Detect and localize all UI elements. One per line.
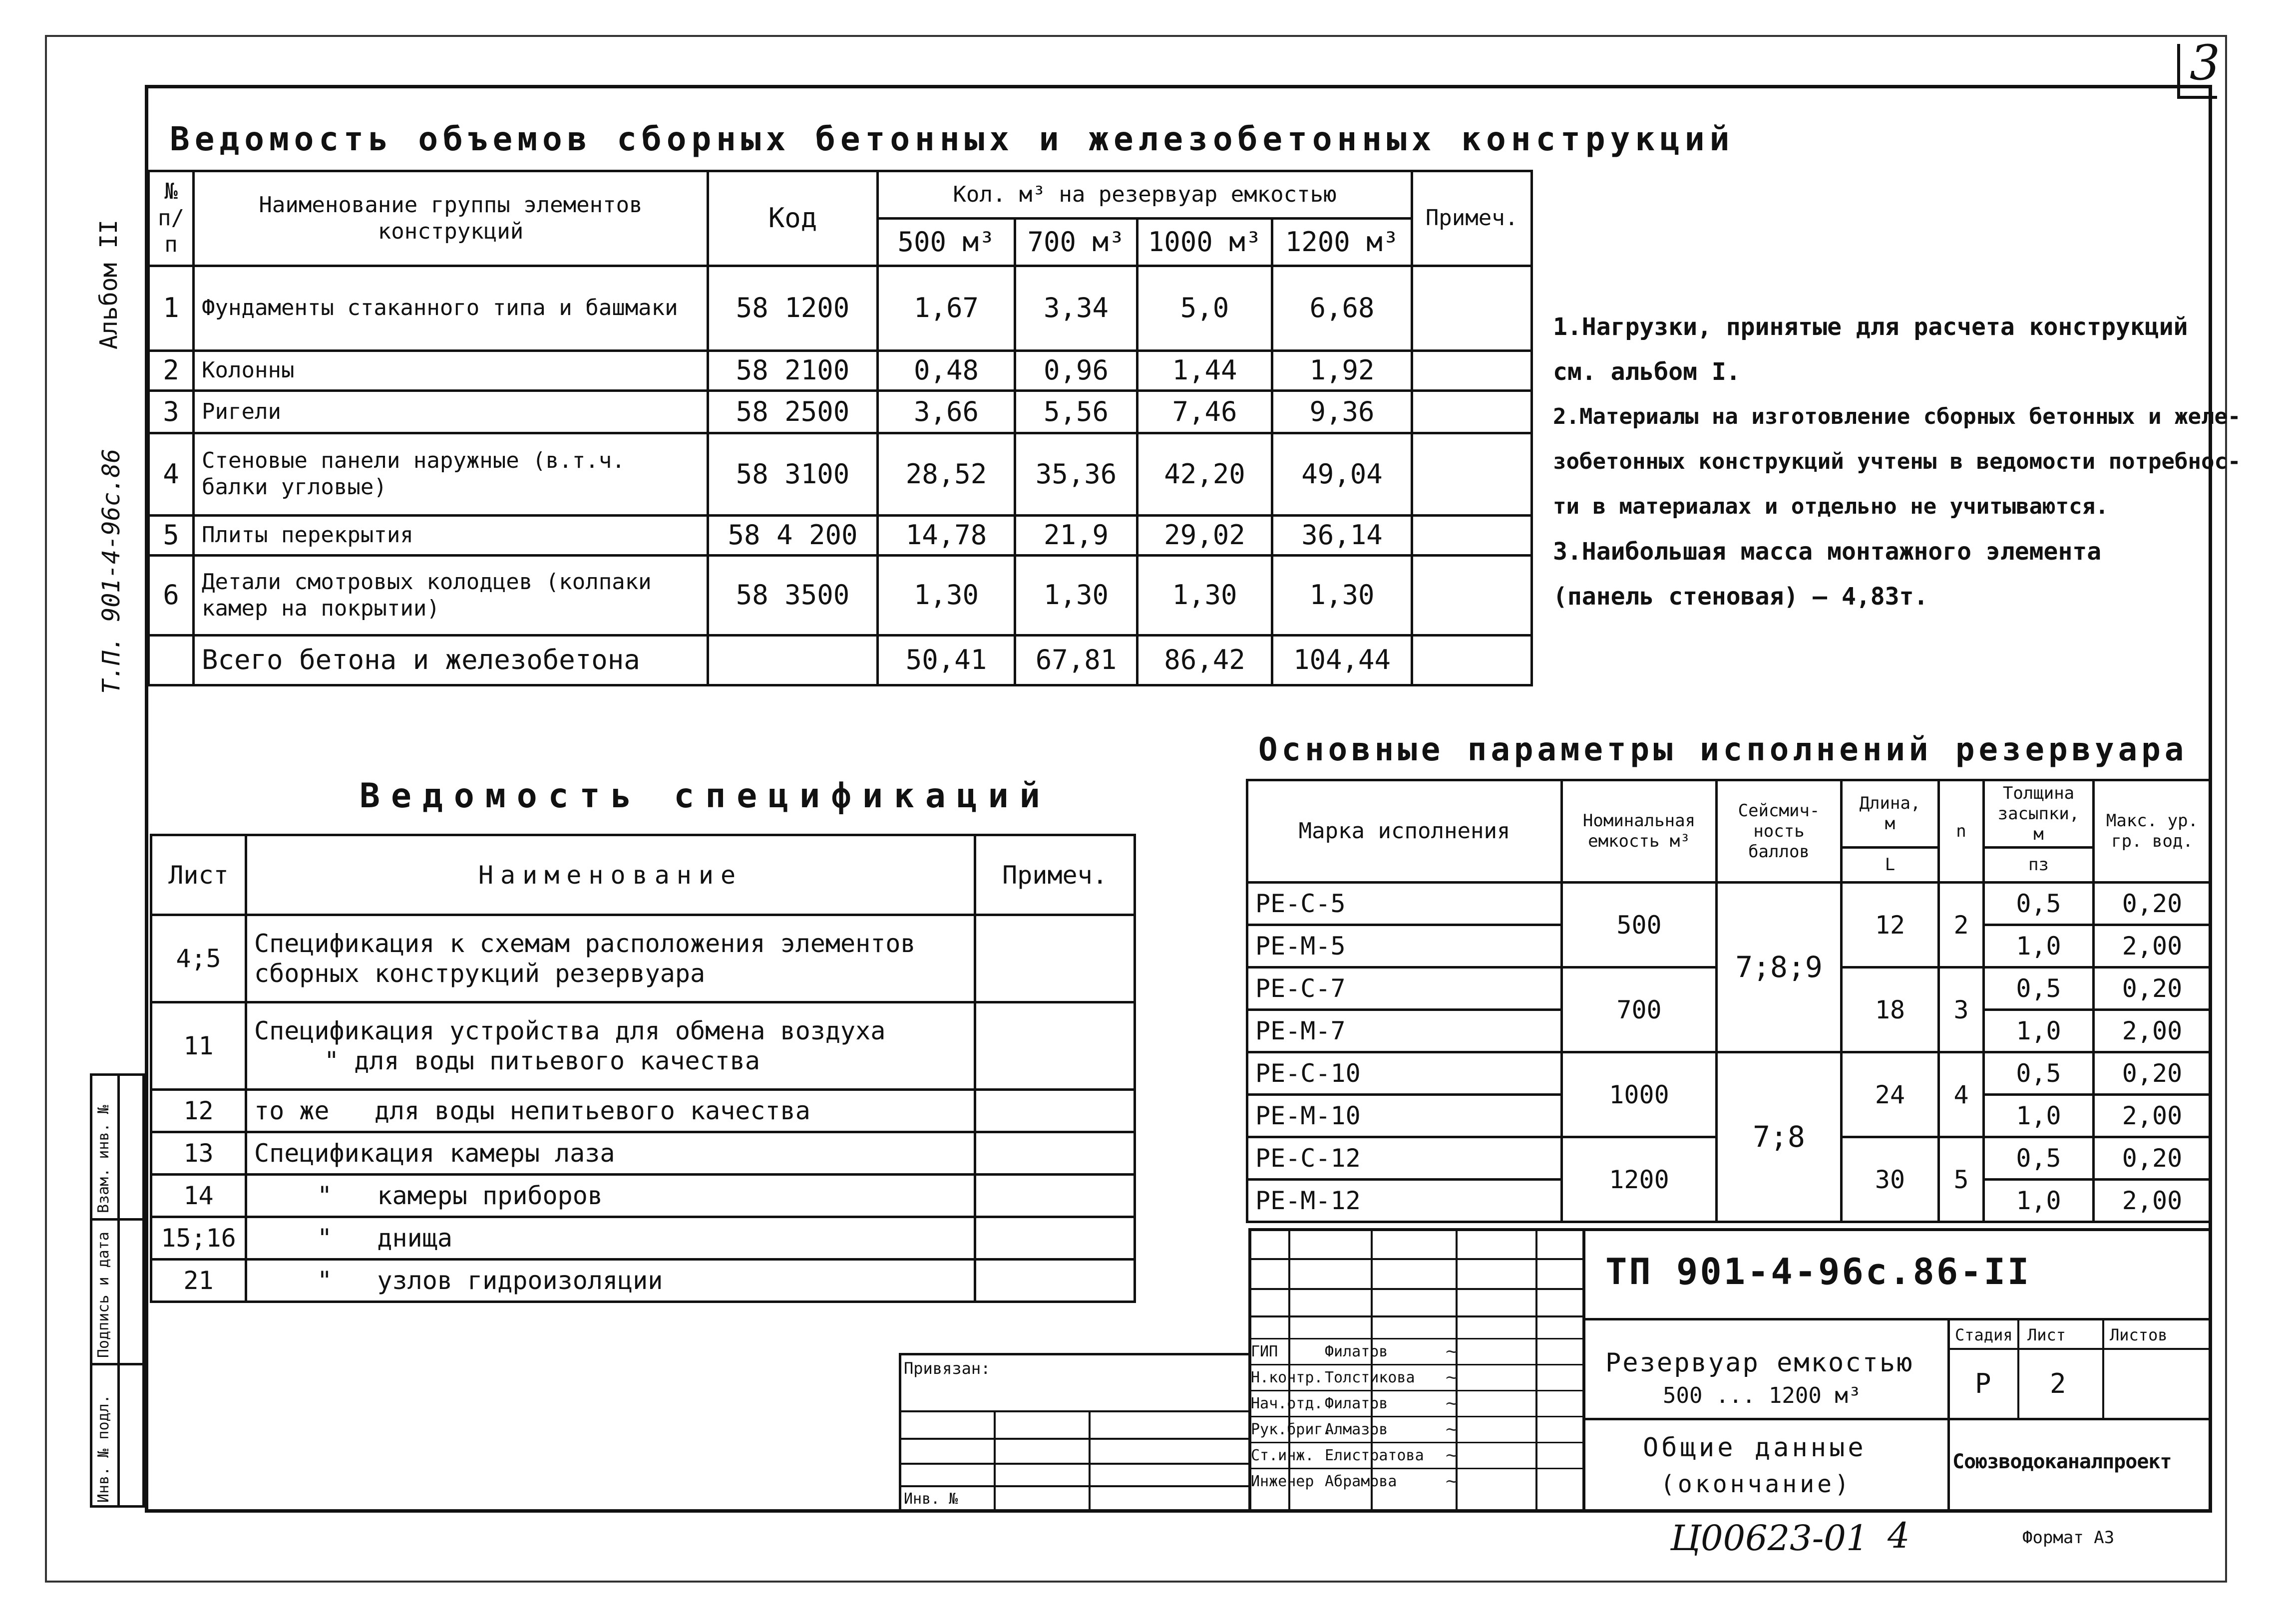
stamp-hline <box>1585 1418 2212 1420</box>
row-value: 1,30 <box>1272 556 1412 636</box>
staff-role: Ст.инж. <box>1251 1447 1314 1464</box>
row-sheet: 15;16 <box>151 1217 246 1260</box>
row-gw: 0,20 <box>2094 883 2211 925</box>
row-name <box>246 1002 975 1090</box>
row-value: 0,96 <box>1015 351 1137 391</box>
row-name: " узлов гидроизоляции <box>246 1260 975 1302</box>
row-num: 1 <box>149 266 194 351</box>
col-note-header: Примеч. <box>975 835 1135 915</box>
row-gw: 0,20 <box>2094 1137 2211 1180</box>
row-sheet: 14 <box>151 1175 246 1217</box>
sheets-label: Листов <box>2110 1325 2168 1344</box>
row-mark: РЕ-С-7 <box>1247 968 1562 1010</box>
row-num: 2 <box>149 351 194 391</box>
row-note <box>1412 636 1532 685</box>
col-L-header: L <box>1842 848 1939 883</box>
row-gw: 2,00 <box>2094 925 2211 968</box>
row-note <box>1412 351 1532 391</box>
sheet-subtitle-2: (окончание) <box>1660 1470 1852 1498</box>
table-row <box>149 556 1532 636</box>
row-value: 0,48 <box>878 351 1015 391</box>
row-mark: РЕ-С-12 <box>1247 1137 1562 1180</box>
total-value: 86,42 <box>1137 636 1272 685</box>
staff-row <box>1251 1442 1583 1468</box>
total-value: 67,81 <box>1015 636 1137 685</box>
staff-name: Абрамова <box>1325 1473 1397 1490</box>
staff-row <box>1251 1416 1583 1442</box>
row-value: 28,52 <box>878 433 1015 516</box>
row-gw: 2,00 <box>2094 1010 2211 1052</box>
row-value: 14,78 <box>878 516 1015 556</box>
row-num: 3 <box>149 391 194 433</box>
row-value: 21,9 <box>1015 516 1137 556</box>
inv-no-label: Инв. № <box>904 1490 958 1508</box>
row-mark: РЕ-М-10 <box>1247 1095 1562 1137</box>
row-mark: РЕ-М-12 <box>1247 1180 1562 1222</box>
note-line: 2.Материалы на изготовление сборных бетонных и желе- <box>1553 404 2241 429</box>
row-pz: 0,5 <box>1984 968 2094 1010</box>
sheet-label: Лист <box>2027 1325 2066 1344</box>
staff-name: Толстикова <box>1325 1369 1415 1386</box>
row-sheet: 4;5 <box>151 915 246 1002</box>
row-n: 5 <box>1939 1137 1984 1222</box>
note-line: (панель стеновая) – 4,83т. <box>1553 583 1928 611</box>
row-pz: 0,5 <box>1984 1052 2094 1095</box>
table-row <box>151 1002 1135 1090</box>
row-sheet: 13 <box>151 1132 246 1175</box>
stamp-hline <box>1947 1348 2212 1350</box>
sheet-subtitle: Общие данные <box>1643 1433 1867 1463</box>
row-value: 7,46 <box>1137 391 1272 433</box>
col-sheet-header: Лист <box>151 835 246 915</box>
staff-list <box>1251 1338 1583 1494</box>
row-gw: 0,20 <box>2094 1052 2211 1095</box>
staff-role: Инженер <box>1251 1473 1314 1490</box>
table-row <box>151 1175 1135 1217</box>
col-fill-header: Толщина засыпки, м <box>1984 780 2094 848</box>
total-row <box>149 636 1532 685</box>
row-name: Стеновые панели наружные (в.т.ч. балки угловые) <box>194 433 708 516</box>
stamp-vline <box>2102 1318 2104 1418</box>
table-row <box>1247 1052 2211 1095</box>
row-value: 49,04 <box>1272 433 1412 516</box>
table-row <box>151 915 1135 1002</box>
archive-page: 4 <box>1888 1515 1910 1556</box>
row-code: 58 3500 <box>708 556 878 636</box>
privyazan-line <box>899 1410 1248 1412</box>
privyazan-line <box>899 1438 1248 1440</box>
left-stamp-line-1 <box>90 1218 145 1221</box>
row-code: 58 1200 <box>708 266 878 351</box>
row-value: 29,02 <box>1137 516 1272 556</box>
row-pz: 1,0 <box>1984 1095 2094 1137</box>
archive-number: Ц00623-01 <box>1670 1518 1869 1559</box>
staff-role: Н.контр. <box>1251 1369 1323 1386</box>
row-note <box>975 1175 1135 1217</box>
left-stamp-label-2: Подпись и дата <box>95 1232 112 1358</box>
stamp-hline <box>1585 1318 2212 1320</box>
row-capacity: 1000 <box>1562 1052 1717 1137</box>
signature: ~ <box>1445 1471 1459 1491</box>
signature: ~ <box>1445 1341 1459 1361</box>
stage-label: Стадия <box>1955 1325 2013 1344</box>
row-name: то же для воды непитьевого качества <box>246 1090 975 1132</box>
row-mark: РЕ-С-5 <box>1247 883 1562 925</box>
project-title-range: 500 ... 1200 м³ <box>1663 1383 1862 1408</box>
table-row <box>151 1132 1135 1175</box>
row-note <box>975 1090 1135 1132</box>
row-value: 1,30 <box>878 556 1015 636</box>
row-note <box>975 1217 1135 1260</box>
privyazan-label: Привязан: <box>904 1359 991 1378</box>
row-note <box>1412 433 1532 516</box>
row-seismic: 7;8;9 <box>1717 883 1842 1052</box>
stamp-vline <box>2017 1318 2019 1418</box>
row-value: 1,30 <box>1015 556 1137 636</box>
row-name: Спецификация к схемам расположения элементов сборных конструкций резервуара <box>246 915 975 1002</box>
params-table <box>1246 779 2212 1223</box>
capacity-1200-header: 1200 м³ <box>1272 219 1412 266</box>
row-name: Колонны <box>194 351 708 391</box>
privyazan-vline <box>1089 1410 1091 1513</box>
staff-row <box>1251 1364 1583 1390</box>
staff-name: Филатов <box>1325 1395 1388 1412</box>
row-L: 24 <box>1842 1052 1939 1137</box>
row-sheet: 11 <box>151 1002 246 1090</box>
volumes-title: Ведомость объемов сборных бетонных и железобетонных конструкций <box>170 120 1735 158</box>
table-row <box>149 433 1532 516</box>
col-seismic-header: Сейсмич-ность баллов <box>1717 780 1842 883</box>
staff-role: Нач.отд. <box>1251 1395 1323 1412</box>
row-value: 36,14 <box>1272 516 1412 556</box>
row-num: 6 <box>149 556 194 636</box>
row-value: 5,56 <box>1015 391 1137 433</box>
row-gw: 2,00 <box>2094 1095 2211 1137</box>
volumes-table <box>147 170 1533 686</box>
staff-role: ГИП <box>1251 1343 1278 1360</box>
row-gw: 0,20 <box>2094 968 2211 1010</box>
organization: Союзводоканалпроект <box>1952 1450 2172 1473</box>
row-seismic: 7;8 <box>1717 1052 1842 1222</box>
row-mark: РЕ-С-10 <box>1247 1052 1562 1095</box>
stamp-hline <box>1248 1315 1585 1317</box>
params-title: Основные параметры исполнений резервуара <box>1258 731 2188 768</box>
left-stamp-divider <box>117 1073 120 1508</box>
signature: ~ <box>1445 1445 1459 1465</box>
row-n: 4 <box>1939 1052 1984 1137</box>
table-row <box>151 1217 1135 1260</box>
privyazan-vline <box>994 1410 996 1513</box>
col-length-header: Длина, м <box>1842 780 1939 848</box>
row-note <box>975 1260 1135 1302</box>
total-value: 50,41 <box>878 636 1015 685</box>
col-name-header: Наименование группы элементов конструкций <box>194 171 708 266</box>
row-name: " камеры приборов <box>246 1175 975 1217</box>
row-value: 3,34 <box>1015 266 1137 351</box>
stamp-vline <box>1947 1318 1950 1513</box>
col-pz-header: пз <box>1984 848 2094 883</box>
row-note <box>1412 266 1532 351</box>
row-name: " днища <box>246 1217 975 1260</box>
album-label: Альбом II <box>95 219 123 349</box>
spec-title: Ведомость спецификаций <box>360 776 1051 816</box>
row-n: 2 <box>1939 883 1984 968</box>
col-num-header: № п/п <box>149 171 194 266</box>
row-L: 30 <box>1842 1137 1939 1222</box>
left-stamp-label-3: Инв. № подл. <box>95 1394 112 1503</box>
sheet-value: 2 <box>2050 1368 2066 1399</box>
table-row <box>151 1090 1135 1132</box>
drawing-code: ТП 901-4-96с.86-II <box>1605 1251 2031 1293</box>
row-mark: РЕ-М-5 <box>1247 925 1562 968</box>
col-mark-header: Марка исполнения <box>1247 780 1562 883</box>
row-code: 58 2500 <box>708 391 878 433</box>
row-gw: 2,00 <box>2094 1180 2211 1222</box>
staff-role: Рук.бриг. <box>1251 1421 1332 1438</box>
col-code-header: Код <box>708 171 878 266</box>
table-row <box>149 391 1532 433</box>
row-value: 35,36 <box>1015 433 1137 516</box>
row-value: 9,36 <box>1272 391 1412 433</box>
row-note <box>975 1132 1135 1175</box>
row-value: 1,92 <box>1272 351 1412 391</box>
capacity-500-header: 500 м³ <box>878 219 1015 266</box>
row-note <box>1412 516 1532 556</box>
drawing-code-side: Т.П. 901-4-96с.86 <box>97 448 125 694</box>
row-pz: 0,5 <box>1984 1137 2094 1180</box>
row-note <box>975 915 1135 1002</box>
note-line: 1.Нагрузки, принятые для расчета конструкций <box>1553 313 2188 341</box>
col-note-header: Примеч. <box>1412 171 1532 266</box>
row-capacity: 500 <box>1562 883 1717 968</box>
row-name: Спецификация камеры лаза <box>246 1132 975 1175</box>
table-row <box>1247 883 2211 925</box>
row-code: 58 3100 <box>708 433 878 516</box>
row-code: 58 2100 <box>708 351 878 391</box>
spec-table <box>150 834 1136 1303</box>
staff-row <box>1251 1338 1583 1364</box>
staff-name: Елистратова <box>1325 1447 1424 1464</box>
table-row <box>149 516 1532 556</box>
row-name: Плиты перекрытия <box>194 516 708 556</box>
signature: ~ <box>1445 1419 1459 1439</box>
stamp-hline <box>1248 1288 1585 1290</box>
note-line: см. альбом I. <box>1553 358 1741 386</box>
row-capacity: 1200 <box>1562 1137 1717 1222</box>
note-line: зобетонных конструкций учтены в ведомости потребнос- <box>1553 449 2241 474</box>
left-stamp-label-1: Взам. инв. № <box>95 1105 112 1213</box>
row-name-sub: " для воды питьевого качества <box>324 1046 760 1075</box>
row-name-line: Спецификация устройства для обмена воздуха <box>254 1016 886 1045</box>
capacity-1000-header: 1000 м³ <box>1137 219 1272 266</box>
table-row <box>149 351 1532 391</box>
staff-name: Алмазов <box>1325 1421 1388 1438</box>
stage-value: Р <box>1975 1368 1991 1399</box>
paper-format: Формат А3 <box>2022 1528 2115 1548</box>
note-line: ти в материалах и отдельно не учитываются. <box>1553 494 2109 519</box>
row-L: 18 <box>1842 968 1939 1052</box>
row-value: 1,30 <box>1137 556 1272 636</box>
row-num: 5 <box>149 516 194 556</box>
row-pz: 1,0 <box>1984 1180 2094 1222</box>
project-title: Резервуар емкостью <box>1605 1348 1914 1378</box>
row-name: Ригели <box>194 391 708 433</box>
row-n: 3 <box>1939 968 1984 1052</box>
row-value: 3,66 <box>878 391 1015 433</box>
row-code <box>708 636 878 685</box>
signature: ~ <box>1445 1367 1459 1387</box>
row-pz: 0,5 <box>1984 883 2094 925</box>
total-value: 104,44 <box>1272 636 1412 685</box>
notes <box>1553 305 2241 619</box>
row-note <box>1412 556 1532 636</box>
row-num <box>149 636 194 685</box>
row-mark: РЕ-М-7 <box>1247 1010 1562 1052</box>
row-note <box>1412 391 1532 433</box>
row-code: 58 4 200 <box>708 516 878 556</box>
row-name: Фундаменты стаканного типа и башмаки <box>194 266 708 351</box>
total-label: Всего бетона и железобетона <box>194 636 708 685</box>
table-row <box>149 266 1532 351</box>
signature: ~ <box>1445 1393 1459 1413</box>
row-name: Детали смотровых колодцев (колпаки камер на покрытии) <box>194 556 708 636</box>
stamp-hline <box>1248 1258 1585 1260</box>
col-name-header: Наименование <box>246 835 975 915</box>
row-sheet: 21 <box>151 1260 246 1302</box>
row-num: 4 <box>149 433 194 516</box>
col-gw-header: Макс. ур. гр. вод. <box>2094 780 2211 883</box>
row-value: 1,44 <box>1137 351 1272 391</box>
row-note <box>975 1002 1135 1090</box>
row-pz: 1,0 <box>1984 925 2094 968</box>
staff-row <box>1251 1468 1583 1494</box>
privyazan-line <box>899 1485 1248 1487</box>
row-value: 42,20 <box>1137 433 1272 516</box>
col-capacity-header: Номинальная емкость м³ <box>1562 780 1717 883</box>
capacity-700-header: 700 м³ <box>1015 219 1137 266</box>
table-row <box>151 1260 1135 1302</box>
row-sheet: 12 <box>151 1090 246 1132</box>
row-value: 5,0 <box>1137 266 1272 351</box>
privyazan-line <box>899 1463 1248 1465</box>
staff-name: Филатов <box>1325 1343 1388 1360</box>
col-n-header: n <box>1939 780 1984 883</box>
row-capacity: 700 <box>1562 968 1717 1052</box>
row-L: 12 <box>1842 883 1939 968</box>
col-qty-header: Кол. м³ на резервуар емкостью <box>878 171 1412 219</box>
note-line: 3.Наибольшая масса монтажного элемента <box>1553 538 2102 566</box>
row-value: 6,68 <box>1272 266 1412 351</box>
left-stamp-line-2 <box>90 1363 145 1365</box>
sheet-number: 3 <box>2190 35 2221 91</box>
staff-row <box>1251 1390 1583 1416</box>
row-value: 1,67 <box>878 266 1015 351</box>
row-pz: 1,0 <box>1984 1010 2094 1052</box>
